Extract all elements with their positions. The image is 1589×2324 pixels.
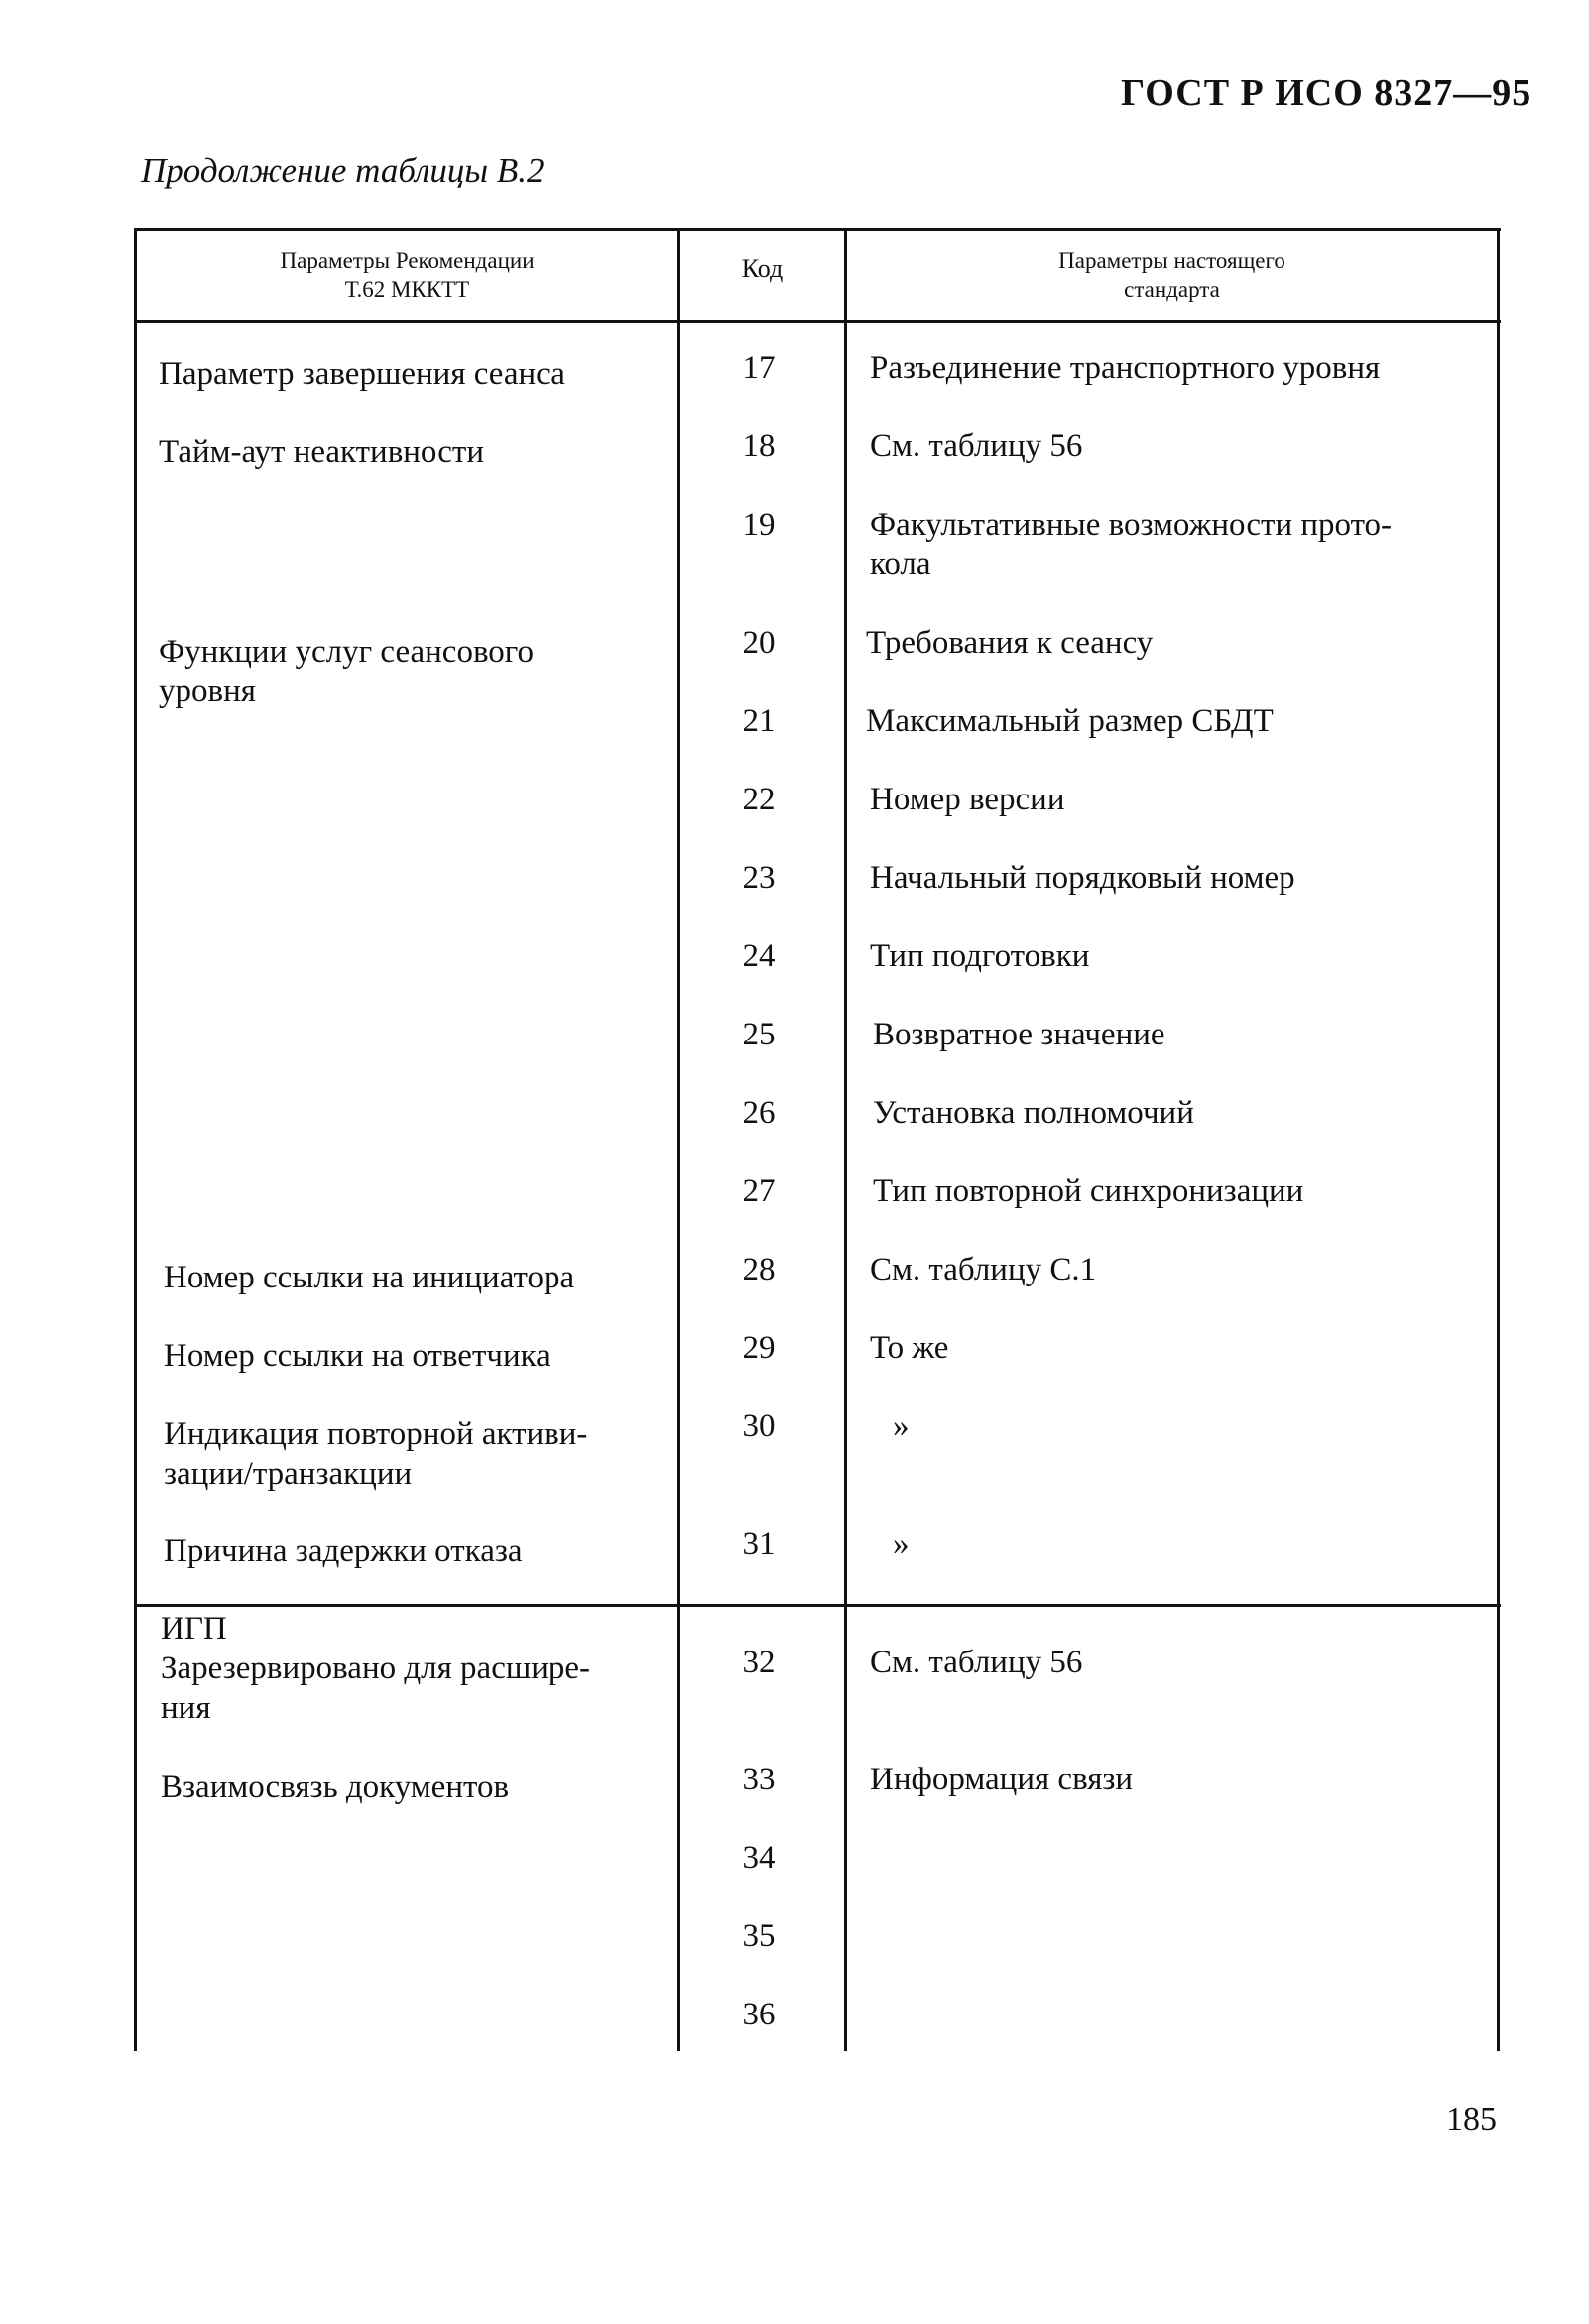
right-cell-ditto: » (893, 1527, 910, 1562)
right-cell-max-size: Максимальный размер СБДТ (866, 703, 1274, 739)
left-cell-inactivity-timeout: Тайм-аут неактивности (159, 434, 484, 470)
code-cell: 36 (742, 1997, 776, 2032)
left-cell-responder-ref: Номер ссылки на ответчика (164, 1338, 550, 1374)
right-cell-see-table-56: См. таблицу 56 (870, 1645, 1083, 1680)
left-cell-session-end: Параметр завершения сеанса (159, 356, 565, 392)
right-cell-link-info: Информация связи (870, 1762, 1134, 1797)
right-cell-see-table-56: См. таблицу 56 (870, 428, 1083, 464)
code-cell: 22 (742, 782, 776, 817)
table-left-border (134, 228, 137, 2051)
column-header-code: Код (741, 254, 784, 283)
right-cell-resync-type: Тип повторной синхронизации (873, 1173, 1304, 1209)
right-cell-session-requirements: Требования к сеансу (866, 625, 1154, 661)
table-right-border (1497, 228, 1500, 2051)
column-header-t62-parameters: Параметры Рекомендации Т.62 МККТТ (280, 248, 535, 302)
column-header-standard-parameters: Параметры настоящего стандарта (1058, 248, 1285, 302)
table-column-divider-2 (844, 228, 847, 2051)
code-cell: 29 (742, 1330, 776, 1366)
page-number: 185 (1446, 2101, 1497, 2138)
right-cell-prep-type: Тип подготовки (870, 938, 1090, 974)
code-cell: 19 (742, 507, 776, 543)
right-cell-initial-serial: Начальный порядковый номер (870, 860, 1295, 896)
code-cell: 21 (742, 703, 776, 739)
code-cell: 30 (742, 1408, 776, 1444)
code-cell: 32 (742, 1645, 776, 1680)
right-cell-ditto: » (893, 1408, 910, 1444)
left-cell-igp: ИГП (161, 1611, 227, 1647)
left-cell-refusal-reason: Причина задержки отказа (164, 1533, 523, 1569)
code-cell: 28 (742, 1252, 776, 1287)
code-cell: 20 (742, 625, 776, 661)
code-cell: 18 (742, 428, 776, 464)
code-cell: 34 (742, 1840, 776, 1876)
left-cell-doc-link: Взаимосвязь документов (161, 1770, 510, 1805)
table-continuation-label: Продолжение таблицы В.2 (141, 151, 545, 189)
code-cell: 31 (742, 1527, 776, 1562)
code-cell: 33 (742, 1762, 776, 1797)
code-cell: 17 (742, 350, 776, 386)
table-section-divider (134, 1604, 1501, 1607)
code-cell: 26 (742, 1095, 776, 1131)
code-cell: 27 (742, 1173, 776, 1209)
right-cell-same: То же (870, 1330, 949, 1366)
right-cell-return-value: Возвратное значение (873, 1017, 1165, 1052)
right-cell-version-number: Номер версии (870, 782, 1065, 817)
table-top-border (134, 228, 1501, 231)
table-header-divider (134, 320, 1501, 323)
code-cell: 24 (742, 938, 776, 974)
left-cell-session-functions: Функции услуг сеансового уровня (159, 634, 535, 709)
document-header: ГОСТ Р ИСО 8327—95 (1121, 72, 1532, 114)
code-cell: 35 (742, 1918, 776, 1954)
code-cell: 23 (742, 860, 776, 896)
right-cell-transport-disconnect: Разъединение транспортного уровня (870, 350, 1381, 386)
right-cell-authority: Установка полномочий (873, 1095, 1194, 1131)
left-cell-reactivation: Индикация повторной активи- зации/транзакции (164, 1416, 588, 1492)
code-cell: 25 (742, 1017, 776, 1052)
right-cell-protocol-options: Факультативные возможности прото- кола (870, 507, 1393, 582)
right-cell-see-table-c1: См. таблицу С.1 (870, 1252, 1097, 1287)
left-cell-initiator-ref: Номер ссылки на инициатора (164, 1260, 575, 1295)
left-cell-reserved: Зарезервировано для расшире- ния (161, 1651, 591, 1726)
